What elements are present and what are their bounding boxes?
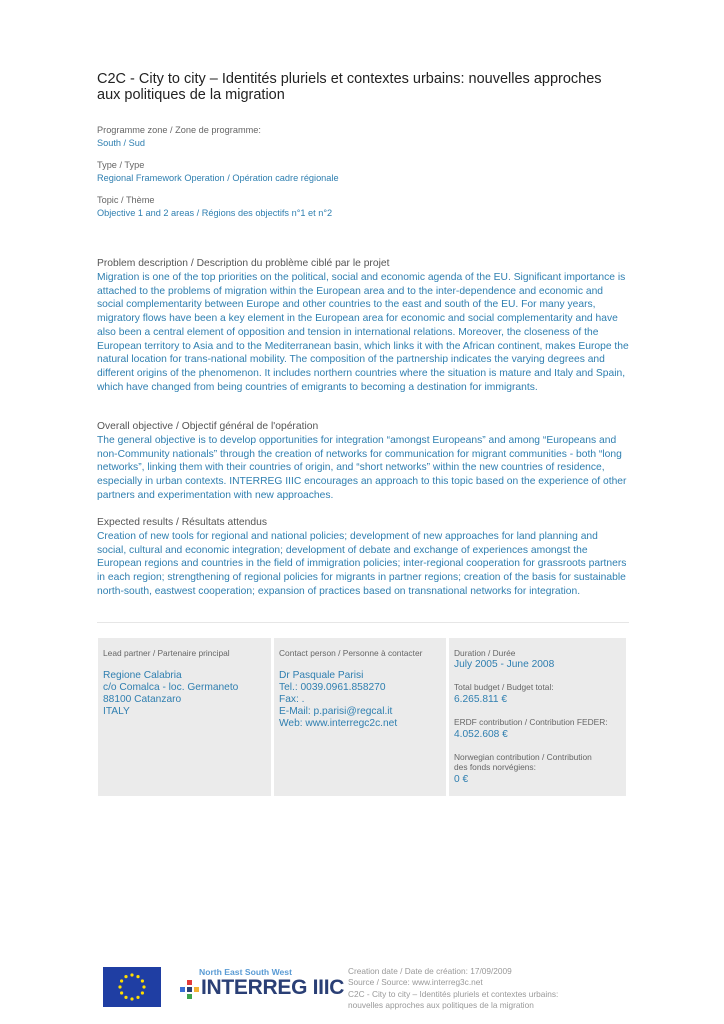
- footer-doc-line-2: nouvelles approches aux politiques de la migration: [348, 1000, 534, 1011]
- results-heading: Expected results / Résultats attendus: [97, 517, 267, 528]
- norwegian-value: 0 €: [454, 774, 469, 785]
- lead-partner-country: ITALY: [103, 706, 130, 717]
- total-budget-label: Total budget / Budget total:: [454, 682, 554, 692]
- results-section: [97, 516, 629, 599]
- contact-name: Dr Pasquale Parisi: [279, 670, 364, 681]
- programme-value: South / Sud: [97, 138, 146, 148]
- contact-label: Contact person / Personne à contacter: [279, 648, 423, 658]
- footer-doc-line-1: C2C - City to city – Identités pluriels et contextes urbains:: [348, 988, 559, 999]
- objective-text: The general objective is to develop opportunities for integration “amongst Europeans” and among “Europeans and non-Community nationals” through the creation of networks for communication for migrant communities - both “long networks”, linking them with their countries of origin, and “short networks” within the new countries of residence, especially in urban contexts. INTERREG IIIC encourages an approach to this topic based on the experience of other partners and experimentation with new approaches.: [97, 435, 627, 501]
- lead-partner-address2: 88100 Catanzaro: [103, 694, 182, 705]
- title-line-2: aux politiques de la migration: [97, 87, 285, 103]
- problem-section: [97, 257, 629, 394]
- type-value: Regional Framework Operation / Opération cadre régionale: [97, 173, 339, 183]
- contact-column: [274, 638, 446, 796]
- project-info-box: [98, 638, 626, 796]
- topic-label: Topic / Thème: [97, 195, 155, 205]
- page-title: [97, 71, 657, 103]
- topic-value: Objective 1 and 2 areas / Régions des objectifs n°1 et n°2: [97, 208, 333, 218]
- total-budget-value: 6.265.811 €: [454, 694, 508, 705]
- problem-text: Migration is one of the top priorities on the political, social and economic agenda of the EU. Significant importance is attached to the problems of migration within the European area and to the inter-dependence and economic and social complementarity between Europe and other countries to the east and south of the EU. For many years, migratory flows have been a key element in the European area for economic and social complementarity and have also been a central element of opposition and tension in international relations. Moreover, the closeness of the European territory to Asia and to the Mediterranean basin, which links it with the African continent, makes Europe the natural location for trans-national mobility. The composition of the partnership indicates the varying degrees and different origins of the phenomenon. It includes northern countries where the situation is mature and Italy and Spain, which have changed from being countries of emigrants to becoming a destination for immigrants.: [97, 272, 629, 393]
- programme-zone: [97, 124, 261, 150]
- interreg-logo-text: INTERREG IIIC: [201, 976, 345, 999]
- budget-column: [449, 638, 626, 796]
- norwegian-label-2: des fonds norvégiens:: [454, 762, 536, 772]
- objective-heading: Overall objective / Objectif général de l'opération: [97, 421, 319, 432]
- duration-value: July 2005 - June 2008: [454, 659, 555, 670]
- source: Source / Source: www.interreg3c.net: [348, 977, 483, 988]
- programme-label: Programme zone / Zone de programme:: [97, 125, 261, 135]
- contact-fax: Fax: .: [279, 694, 305, 705]
- type-block: [97, 159, 339, 185]
- contact-tel: Tel.: 0039.0961.858270: [279, 682, 386, 693]
- norwegian-label-1: Norwegian contribution / Contribution: [454, 752, 592, 762]
- creation-date: Creation date / Date de création: 17/09/2009: [348, 966, 512, 976]
- lead-partner-address1: c/o Comalca - loc. Germaneto: [103, 682, 239, 693]
- footer-info: [348, 966, 588, 1012]
- contact-web[interactable]: Web: www.interregc2c.net: [279, 718, 398, 729]
- results-text: Creation of new tools for regional and national policies; development of new approaches for land planning and social, cultural and economic integration; development of debate and exchange of experiences amongst the European regions and countries in the field of immigration policies; inter-regional cooperation for grassroots partners in each region; strengthening of regional policies for migrants in partner regions; creation of the basis for sustainable north-south, eastwest cooperation; expansion of practices based on transnational networks for integration.: [97, 531, 627, 597]
- erdf-label: ERDF contribution / Contribution FEDER:: [454, 717, 608, 727]
- objective-section: [97, 420, 629, 503]
- title-line-1: C2C - City to city – Identités pluriels et contextes urbains: nouvelles approches: [97, 71, 602, 87]
- topic-block: [97, 194, 332, 220]
- interreg-cross-icon: [180, 980, 200, 1000]
- divider: [97, 622, 629, 623]
- contact-email[interactable]: E-Mail: p.parisi@regcal.it: [279, 706, 393, 717]
- erdf-value: 4.052.608 €: [454, 729, 508, 740]
- lead-partner-column: [98, 638, 271, 796]
- problem-heading: Problem description / Description du problème ciblé par le projet: [97, 258, 390, 269]
- eu-flag-icon: [103, 967, 161, 1007]
- logo-tagline: North East South West: [199, 967, 292, 977]
- lead-partner-name: Regione Calabria: [103, 670, 182, 681]
- lead-partner-label: Lead partner / Partenaire principal: [103, 648, 230, 658]
- duration-label: Duration / Durée: [454, 648, 516, 658]
- type-label: Type / Type: [97, 160, 145, 170]
